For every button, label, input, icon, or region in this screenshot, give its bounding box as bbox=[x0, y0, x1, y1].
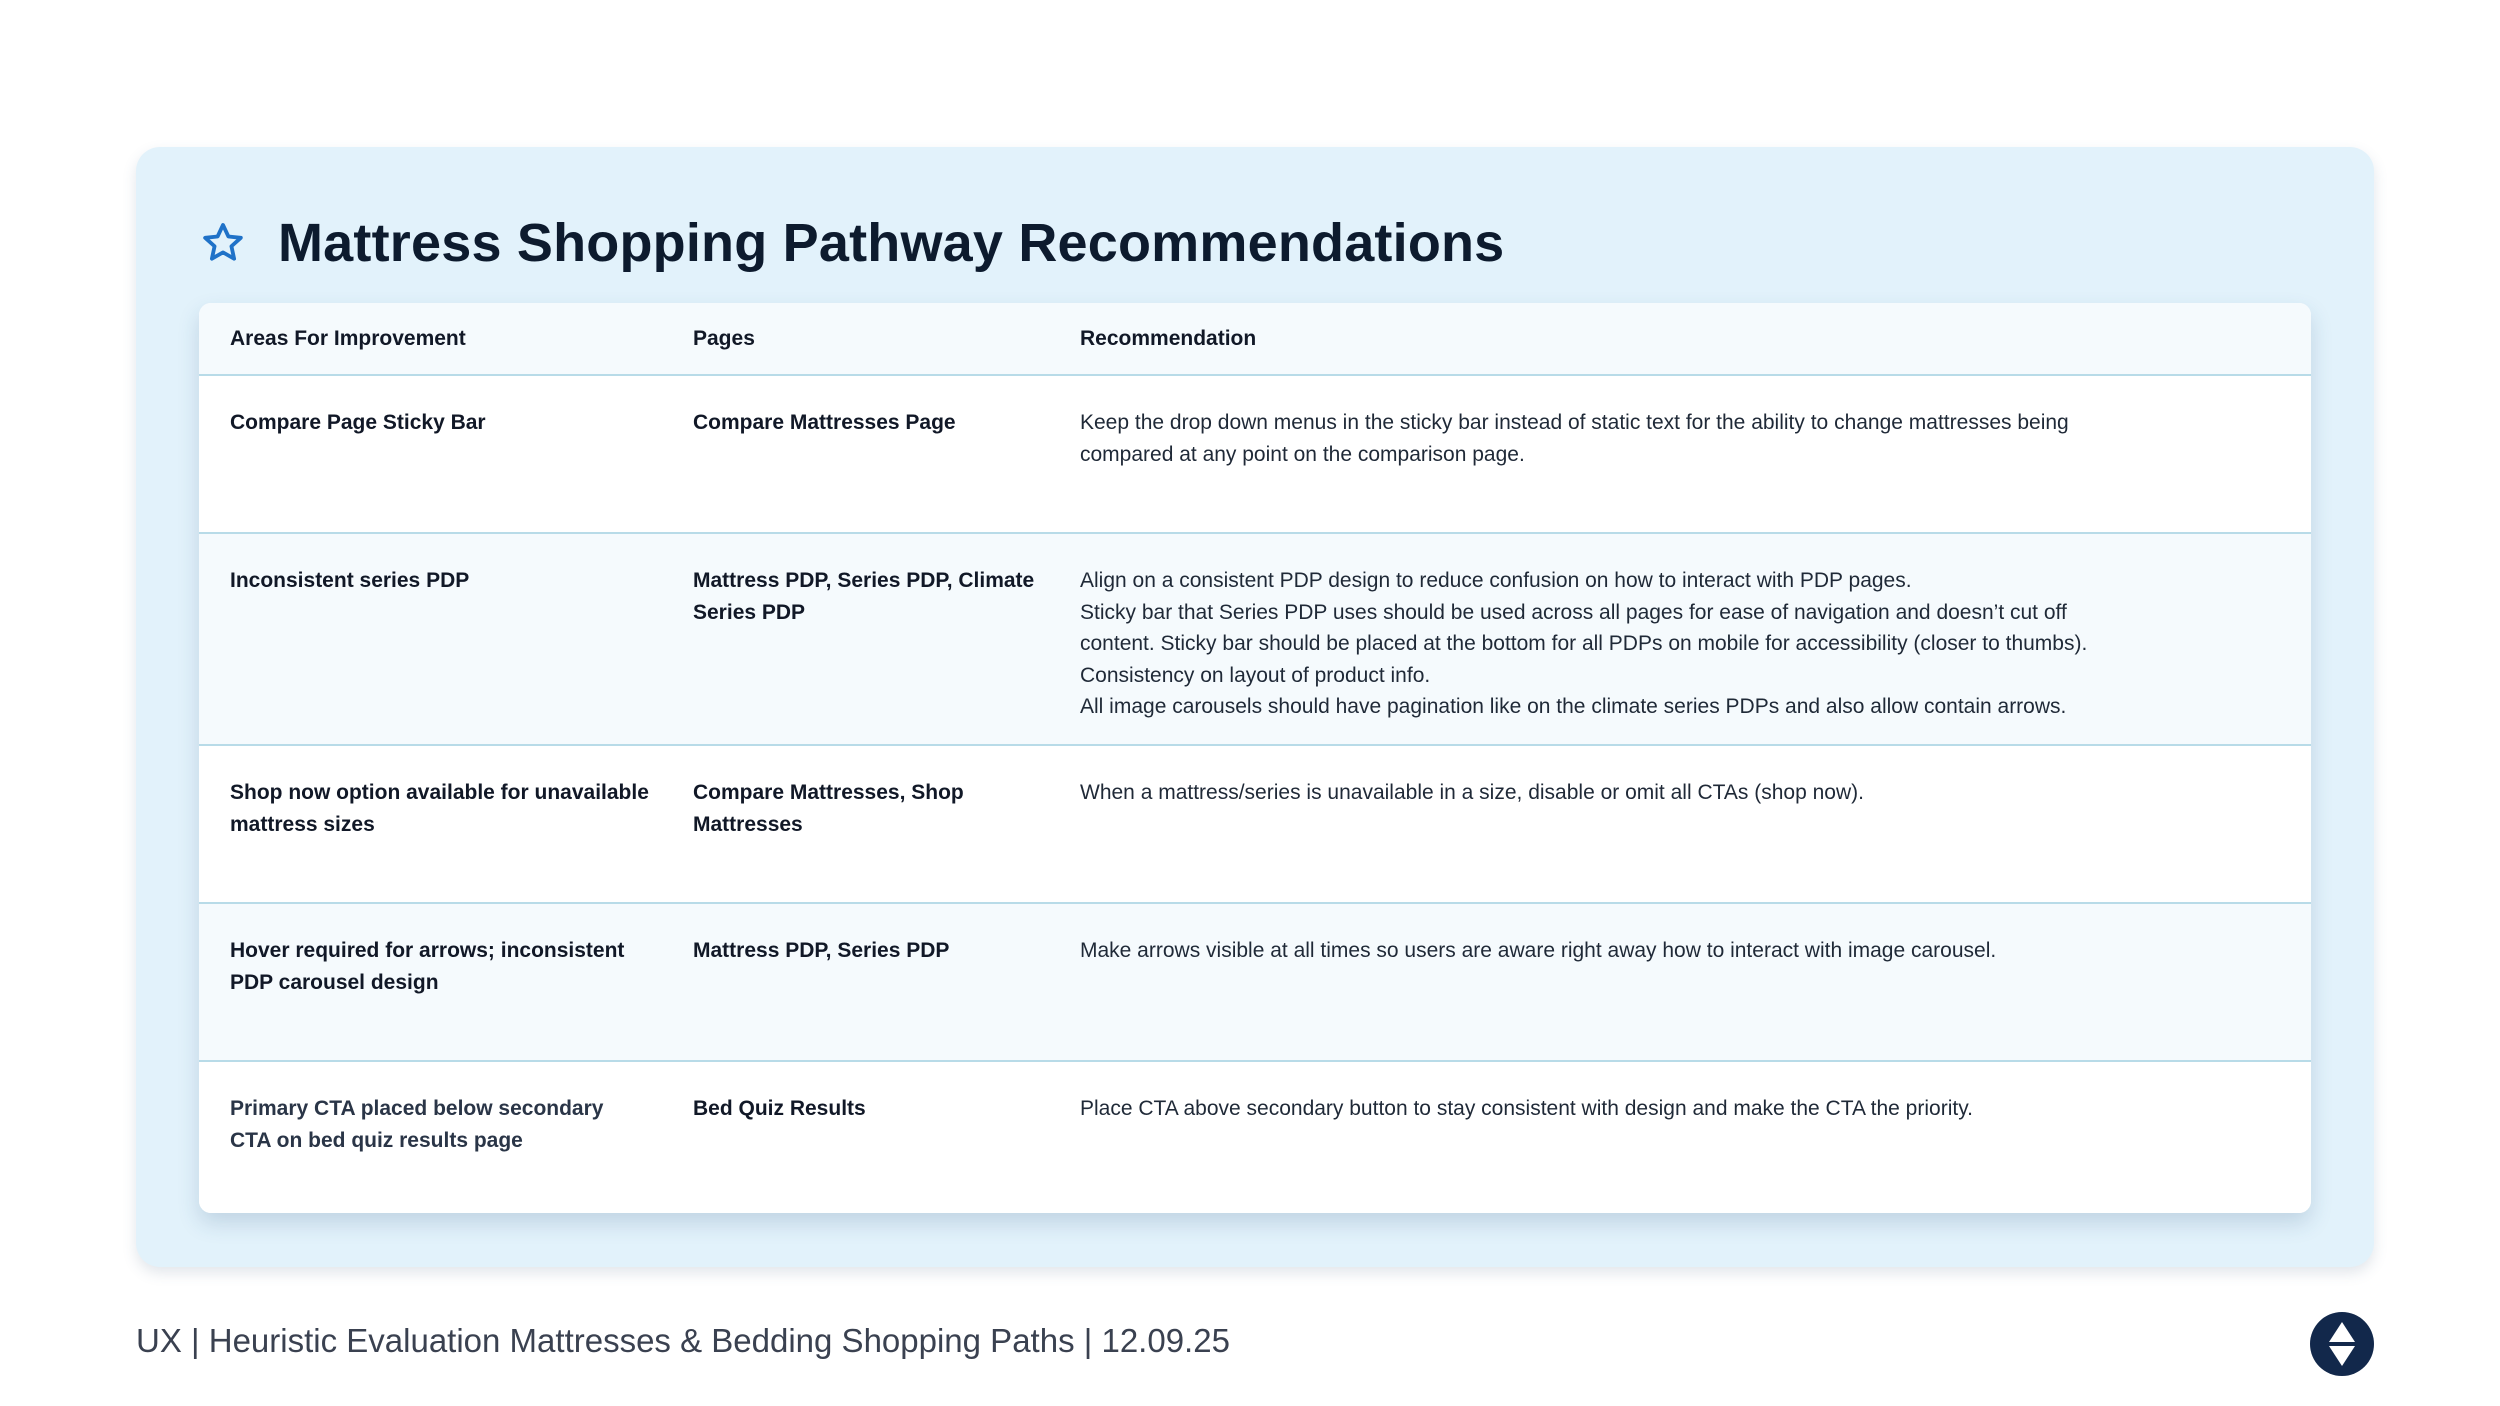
pages-cell: Mattress PDP, Series PDP, Climate Series PDP bbox=[693, 569, 1035, 624]
up-down-arrow-icon bbox=[2327, 1320, 2357, 1368]
recommendation-cell bbox=[1080, 565, 2140, 723]
pages-cell: Bed Quiz Results bbox=[693, 1097, 866, 1120]
table-row bbox=[199, 904, 2311, 1062]
table-row bbox=[199, 746, 2311, 904]
area-cell: Shop now option available for unavailable mattress sizes bbox=[230, 781, 649, 836]
recommendations-table bbox=[199, 303, 2311, 1213]
recommendation-cell bbox=[1080, 1093, 2140, 1125]
star-icon bbox=[200, 220, 246, 266]
area-cell: Primary CTA placed below secondary CTA on bed quiz results page bbox=[230, 1097, 604, 1152]
pages-cell: Compare Mattresses, Shop Mattresses bbox=[693, 781, 964, 836]
logo-icon bbox=[2310, 1312, 2374, 1376]
recommendation-line: All image carousels should have pagination like on the climate series PDPs and also allow contain arrows. bbox=[1080, 695, 2067, 718]
footer-text: UX | Heuristic Evaluation Mattresses & Bedding Shopping Paths | 12.09.25 bbox=[136, 1322, 1230, 1359]
area-cell: Compare Page Sticky Bar bbox=[230, 411, 486, 434]
table-row bbox=[199, 376, 2311, 534]
header-areas-for-improvement: Areas For Improvement bbox=[230, 327, 466, 350]
recommendation-line: Consistency on layout of product info. bbox=[1080, 663, 1431, 687]
recommendation-cell bbox=[1080, 777, 2140, 809]
recommendation-line: compared at any point on the comparison page. bbox=[1080, 442, 1525, 466]
area-cell: Hover required for arrows; inconsistent PDP carousel design bbox=[230, 939, 625, 994]
header-recommendation: Recommendation bbox=[1080, 327, 1257, 350]
table-row bbox=[199, 534, 2311, 746]
recommendation-line: content. Sticky bar should be placed at the bottom for all PDPs on mobile for accessibility (closer to thumbs). bbox=[1080, 632, 2088, 655]
title-row bbox=[200, 203, 1504, 283]
recommendations-panel bbox=[136, 147, 2374, 1267]
table-row bbox=[199, 1062, 2311, 1213]
recommendation-line: Sticky bar that Series PDP uses should be used across all pages for ease of navigation and doesn’t cut off bbox=[1080, 600, 2067, 624]
recommendation-cell bbox=[1080, 407, 2140, 470]
header-pages: Pages bbox=[693, 327, 755, 350]
recommendation-line: Make arrows visible at all times so users are aware right away how to interact with image carousel. bbox=[1080, 939, 1997, 962]
recommendation-cell bbox=[1080, 935, 2140, 967]
recommendation-line: Place CTA above secondary button to stay consistent with design and make the CTA the priority. bbox=[1080, 1097, 1973, 1120]
recommendation-line: Keep the drop down menus in the sticky bar instead of static text for the ability to change mattresses being bbox=[1080, 411, 2069, 434]
table-header-row bbox=[199, 303, 2311, 376]
recommendation-line: When a mattress/series is unavailable in a size, disable or omit all CTAs (shop now). bbox=[1080, 781, 1864, 804]
recommendation-line: Align on a consistent PDP design to reduce confusion on how to interact with PDP pages. bbox=[1080, 569, 1912, 592]
area-cell: Inconsistent series PDP bbox=[230, 569, 470, 592]
pages-cell: Compare Mattresses Page bbox=[693, 411, 956, 434]
page-title: Mattress Shopping Pathway Recommendations bbox=[278, 213, 1505, 273]
pages-cell: Mattress PDP, Series PDP bbox=[693, 939, 950, 962]
